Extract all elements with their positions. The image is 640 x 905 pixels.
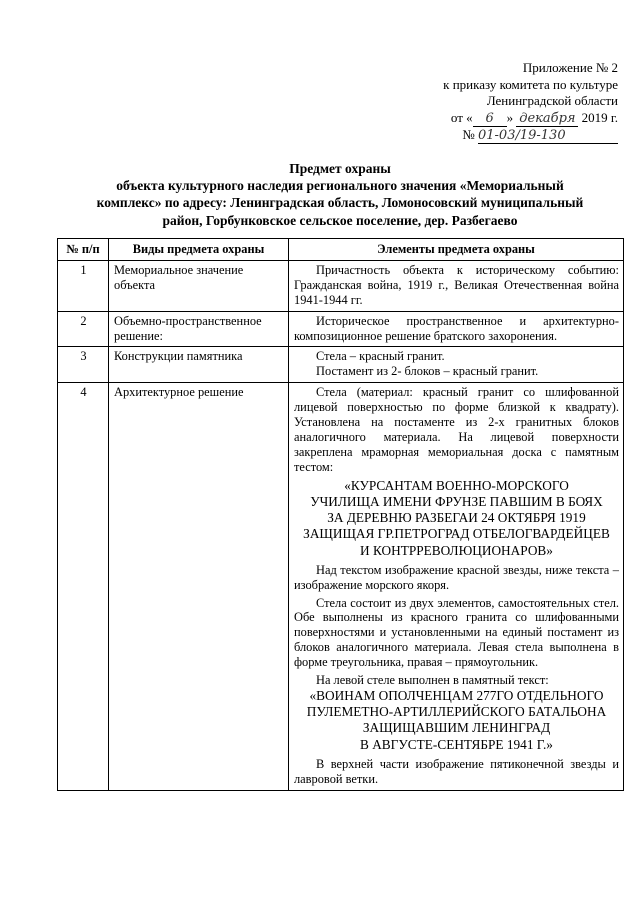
date-suffix: 2019 г. [581, 109, 618, 125]
table-row [58, 383, 624, 790]
row-text: В верхней части изображение пятиконечной звезды и лавровой ветки. [294, 756, 619, 786]
row-elements [289, 383, 624, 790]
protection-table [57, 238, 624, 791]
table-row [58, 347, 624, 383]
inscription-line: ЗАЩИЩАВШИМ ЛЕНИНГРАД [362, 720, 551, 736]
inscription-line: И КОНТРРЕВОЛЮЦИОНАРОВ» [360, 542, 553, 558]
row-elements [289, 311, 624, 347]
title-line-4: район, Горбунковское сельское поселение, дер. Разбегаево [162, 212, 518, 228]
date-mid: » [506, 109, 514, 125]
annex-title: Приложение № 2 [522, 60, 618, 75]
document-title [60, 160, 620, 229]
date-month-handwritten: декабря [516, 112, 578, 127]
table-row [58, 260, 624, 311]
inscription-line: В АВГУСТЕ-СЕНТЯБРЕ 1941 Г.» [360, 736, 553, 752]
inscription-line: ЗАЩИЩАЯ ГР.ПЕТРОГРАД ОТБЕЛОГВАРДЕЙЦЕВ [303, 526, 610, 542]
row-num: 3 [58, 347, 109, 383]
date-day-handwritten: 6 [473, 112, 507, 127]
row-elements [289, 260, 624, 311]
table-row [58, 311, 624, 347]
date-prefix: от « [450, 109, 473, 125]
row-text: Стела – красный гранит. [316, 349, 445, 364]
row-text: Историческое пространственное и архитектурно-композиционное решение братского захоронения. [294, 313, 619, 343]
row-num: 2 [58, 311, 109, 347]
table-header-row [58, 239, 624, 261]
memorial-inscription [294, 688, 619, 753]
row-num: 1 [58, 260, 109, 311]
inscription-line: ЗА ДЕРЕВНЮ РАЗБЕГАИ 24 ОКТЯБРЯ 1919 [327, 510, 586, 526]
annex-region: Ленинградской области [486, 93, 618, 108]
header-type: Виды предмета охраны [109, 239, 289, 261]
header-elements: Элементы предмета охраны [289, 239, 624, 261]
row-num: 4 [58, 383, 109, 790]
row-text: На левой стеле выполнен в памятный текст: [316, 673, 549, 688]
row-text: Постамент из 2- блоков – красный гранит. [316, 364, 539, 379]
row-text: Причастность объекта к историческому событию: Гражданская война, 1919 г., Великая Отечественная война 1941-1944 гг. [294, 262, 619, 307]
row-text: Над текстом изображение красной звезды, ниже текста – изображение морского якоря. [294, 562, 619, 592]
row-type: Архитектурное решение [109, 383, 289, 790]
inscription-line: «КУРСАНТАМ ВОЕННО-МОРСКОГО [344, 477, 569, 493]
annex-date [318, 110, 618, 127]
row-type: Мемориальное значение объекта [109, 260, 289, 311]
inscription-line: ПУЛЕМЕТНО-АРТИЛЛЕРИЙСКОГО БАТАЛЬОНА [306, 704, 607, 720]
annex-number [318, 127, 618, 144]
header-num: № п/п [58, 239, 109, 261]
title-line-3: комплекс» по адресу: Ленинградская область, Ломоносовский муниципальный [96, 195, 584, 211]
row-elements [289, 347, 624, 383]
inscription-line: УЧИЛИЩА ИМЕНИ ФРУНЗЕ ПАВШИМ В БОЯХ [310, 493, 603, 509]
number-prefix: № [462, 126, 475, 142]
title-line-2: объекта культурного наследия регионального значения «Мемориальный [116, 178, 564, 194]
row-type: Конструкции памятника [109, 347, 289, 383]
row-type: Объемно-пространственное решение: [109, 311, 289, 347]
memorial-inscription [294, 478, 619, 559]
number-handwritten: 01-03/19-130 [478, 129, 618, 144]
annex-header [318, 60, 618, 144]
row-text: Стела (материал: красный гранит со шлифованной лицевой поверхностью по форме близкой к квадрату). Установлена на постаменте из 2-х гранитных блоков аналогичного материала. На лицевой поверхности закреплена мраморная мемориальная доска с памятным тестом: [294, 385, 619, 474]
row-text: Стела состоит из двух элементов, самостоятельных стел. Обе выполнены из красного гранита со шлифованными поверхностями и установленными на единый постамент из блоков аналогичного материала. Левая стела выполнена в форме треугольника, правая – прямоугольник. [294, 595, 619, 670]
title-line-1: Предмет охраны [289, 161, 391, 176]
inscription-line: «ВОИНАМ ОПОЛЧЕНЦАМ 277ГО ОТДЕЛЬНОГО [309, 687, 604, 703]
annex-order-ref: к приказу комитета по культуре [443, 76, 618, 92]
